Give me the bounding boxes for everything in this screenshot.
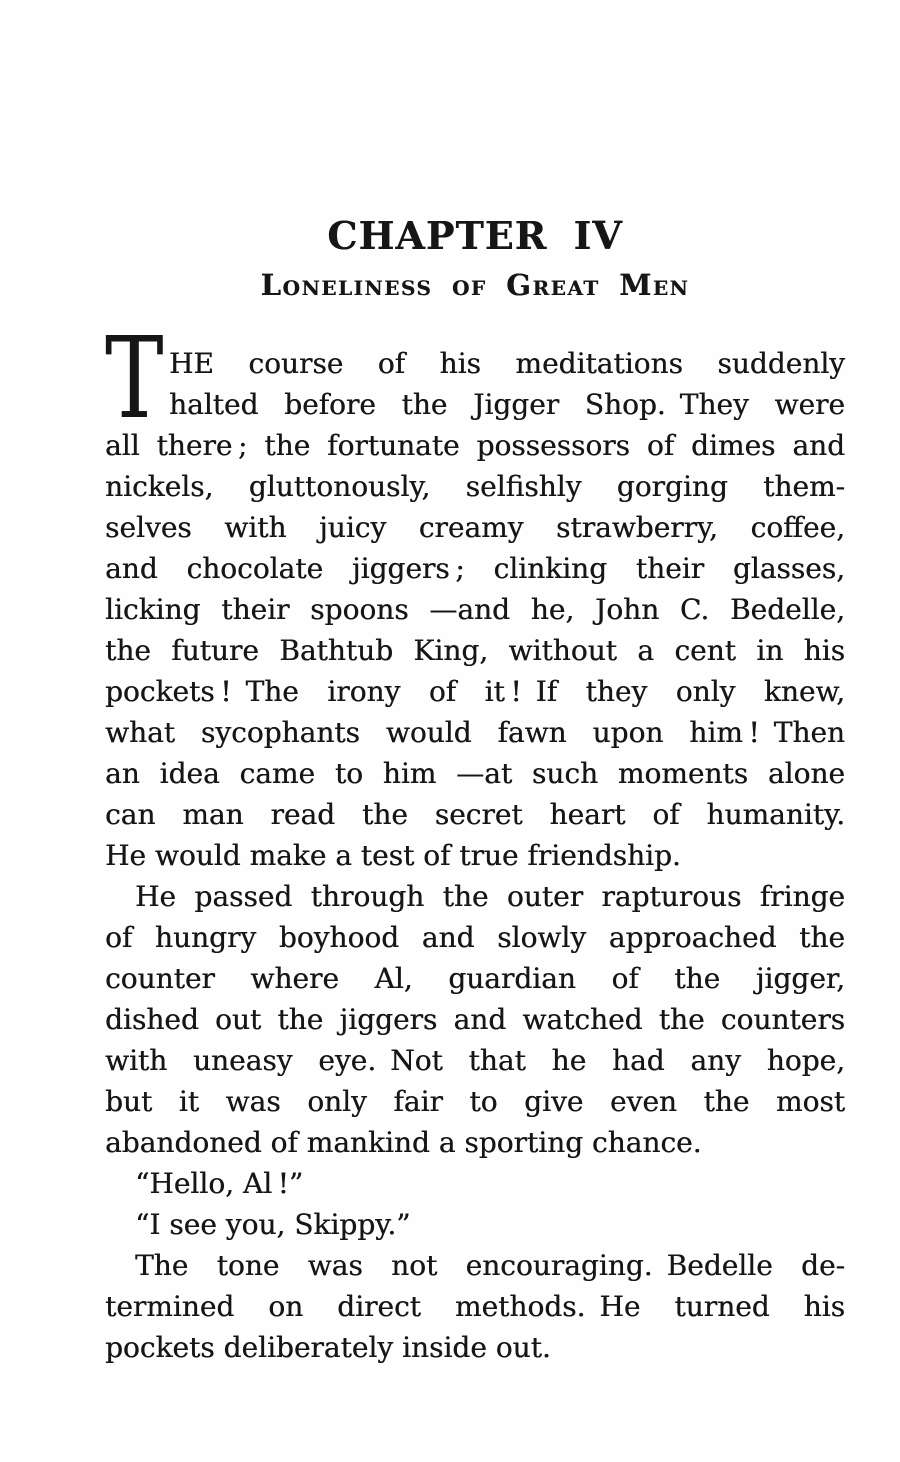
text-line: with uneasy eye. Not that he had any hope, xyxy=(105,1044,845,1077)
text-line: can man read the secret heart of humanity. xyxy=(105,798,845,831)
text-line: “I see you, Skippy.” xyxy=(135,1208,411,1241)
paragraph xyxy=(105,1204,845,1245)
text-line: pockets deliberately inside out. xyxy=(105,1331,551,1364)
text-line: counter where Al, guardian of the jigger, xyxy=(105,962,845,995)
text-line: an idea came to him —at such moments alone xyxy=(105,757,845,790)
text-line: “Hello, Al !” xyxy=(135,1167,304,1200)
text-line: dished out the jiggers and watched the counters xyxy=(105,1003,845,1036)
chapter-subtitle: Loneliness of Great Men xyxy=(260,268,690,302)
text-line: termined on direct methods. He turned his xyxy=(105,1290,845,1323)
text-line: selves with juicy creamy strawberry, coffee, xyxy=(105,511,845,544)
paragraph xyxy=(105,1245,845,1368)
text-line: He passed through the outer rapturous fringe xyxy=(135,880,845,913)
paragraph xyxy=(105,1163,845,1204)
chapter-heading: CHAPTER IV xyxy=(327,213,623,258)
text-line: and chocolate jiggers ; clinking their glasses, xyxy=(105,552,845,585)
text-line: of hungry boyhood and slowly approached the xyxy=(105,921,845,954)
text-line: He would make a test of true friendship. xyxy=(105,839,681,872)
paragraph xyxy=(105,876,845,1163)
text-line: halted before the Jigger Shop. They were xyxy=(169,388,845,421)
text-line: the future Bathtub King, without a cent in his xyxy=(105,634,845,667)
text-line: pockets ! The irony of it ! If they only knew, xyxy=(105,675,845,708)
text-line: but it was only fair to give even the most xyxy=(105,1085,845,1118)
text-line: The tone was not encouraging. Bedelle de- xyxy=(135,1249,845,1282)
body-text xyxy=(105,314,845,1368)
drop-cap: T xyxy=(105,314,164,444)
text-line: HE course of his meditations suddenly xyxy=(169,347,845,380)
text-line: what sycophants would fawn upon him ! Then xyxy=(105,716,845,749)
text-line: nickels, gluttonously, selfishly gorging them- xyxy=(105,470,845,503)
text-line: abandoned of mankind a sporting chance. xyxy=(105,1126,702,1159)
text-line: all there ; the fortunate possessors of dimes and xyxy=(105,429,845,462)
text-line: licking their spoons —and he, John C. Bedelle, xyxy=(105,593,845,626)
paragraph xyxy=(105,314,845,876)
